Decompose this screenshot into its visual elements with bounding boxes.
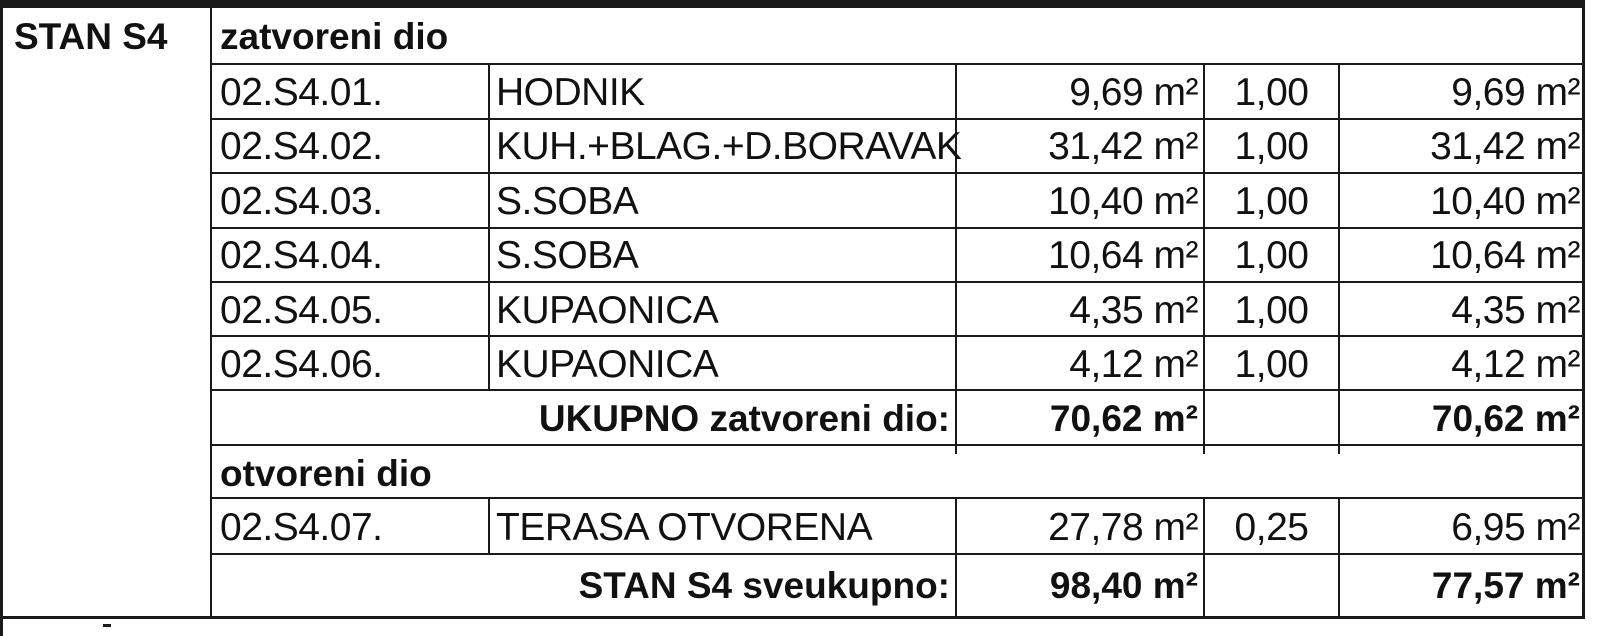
- room-coefficient: 0,25: [1234, 505, 1309, 549]
- room-name: S.SOBA: [496, 179, 639, 223]
- total-area: 98,40 m²: [1049, 564, 1198, 606]
- row-line: [210, 389, 1584, 391]
- total-net-area: 77,57 m²: [1431, 564, 1580, 606]
- row-line: [210, 227, 1584, 229]
- room-name: S.SOBA: [496, 233, 639, 277]
- table-top-border: [0, 0, 1583, 8]
- room-net-area: 10,40 m²: [1430, 179, 1580, 223]
- row-line: [210, 172, 1584, 174]
- table-left-border: [0, 0, 3, 636]
- room-net-area: 10,64 m²: [1430, 233, 1580, 277]
- room-code: 02.S4.02.: [220, 124, 383, 168]
- section-title-open: otvoreni dio: [220, 452, 432, 494]
- room-name: KUH.+BLAG.+D.BORAVAK: [496, 124, 962, 168]
- room-area: 4,12 m²: [1069, 342, 1198, 386]
- room-coefficient: 1,00: [1234, 179, 1309, 223]
- section-title-closed: zatvoreni dio: [220, 15, 449, 57]
- row-line: [210, 553, 1584, 555]
- room-coefficient: 1,00: [1234, 288, 1309, 332]
- room-net-area: 4,35 m²: [1451, 288, 1580, 332]
- room-area: 9,69 m²: [1069, 70, 1198, 114]
- total-label: STAN S4 sveukupno:: [578, 564, 950, 606]
- room-net-area: 6,95 m²: [1451, 505, 1580, 549]
- table-right-border: [1582, 0, 1585, 616]
- unit-column-divider: [210, 8, 212, 616]
- unit-label: STAN S4: [14, 15, 168, 57]
- row-line: [210, 281, 1584, 283]
- room-area: 10,40 m²: [1048, 179, 1198, 223]
- row-line: [210, 444, 1584, 446]
- room-name: KUPAONICA: [496, 288, 719, 332]
- row-line: [210, 497, 1584, 499]
- room-area: 10,64 m²: [1048, 233, 1198, 277]
- room-code: 02.S4.01.: [220, 70, 383, 114]
- coef-column-divider: [1338, 64, 1340, 454]
- coef-column-divider-open: [1338, 498, 1340, 616]
- room-area: 27,78 m²: [1048, 505, 1198, 549]
- room-net-area: 9,69 m²: [1451, 70, 1580, 114]
- table-bottom-border: [0, 616, 1585, 619]
- room-column-divider-open: [955, 498, 957, 616]
- cut-off-mark: [103, 624, 111, 627]
- subtotal-label: UKUPNO zatvoreni dio:: [538, 397, 950, 439]
- room-coefficient: 1,00: [1234, 233, 1309, 277]
- room-net-area: 31,42 m²: [1430, 124, 1580, 168]
- room-coefficient: 1,00: [1234, 342, 1309, 386]
- room-net-area: 4,12 m²: [1451, 342, 1580, 386]
- room-area: 4,35 m²: [1069, 288, 1198, 332]
- room-name: KUPAONICA: [496, 342, 719, 386]
- room-column-divider: [955, 64, 957, 454]
- room-name: HODNIK: [496, 70, 645, 114]
- row-line: [210, 118, 1584, 120]
- row-line: [210, 335, 1584, 337]
- room-code: 02.S4.07.: [220, 505, 383, 549]
- room-coefficient: 1,00: [1234, 124, 1309, 168]
- subtotal-net-area: 70,62 m²: [1431, 397, 1580, 439]
- row-line: [210, 63, 1584, 65]
- room-code: 02.S4.05.: [220, 288, 383, 332]
- room-area: 31,42 m²: [1048, 124, 1198, 168]
- room-code: 02.S4.06.: [220, 342, 383, 386]
- code-column-divider-open: [488, 498, 490, 554]
- room-code: 02.S4.04.: [220, 233, 383, 277]
- subtotal-area: 70,62 m²: [1049, 397, 1198, 439]
- room-name: TERASA OTVORENA: [496, 505, 873, 549]
- room-code: 02.S4.03.: [220, 179, 383, 223]
- room-coefficient: 1,00: [1234, 70, 1309, 114]
